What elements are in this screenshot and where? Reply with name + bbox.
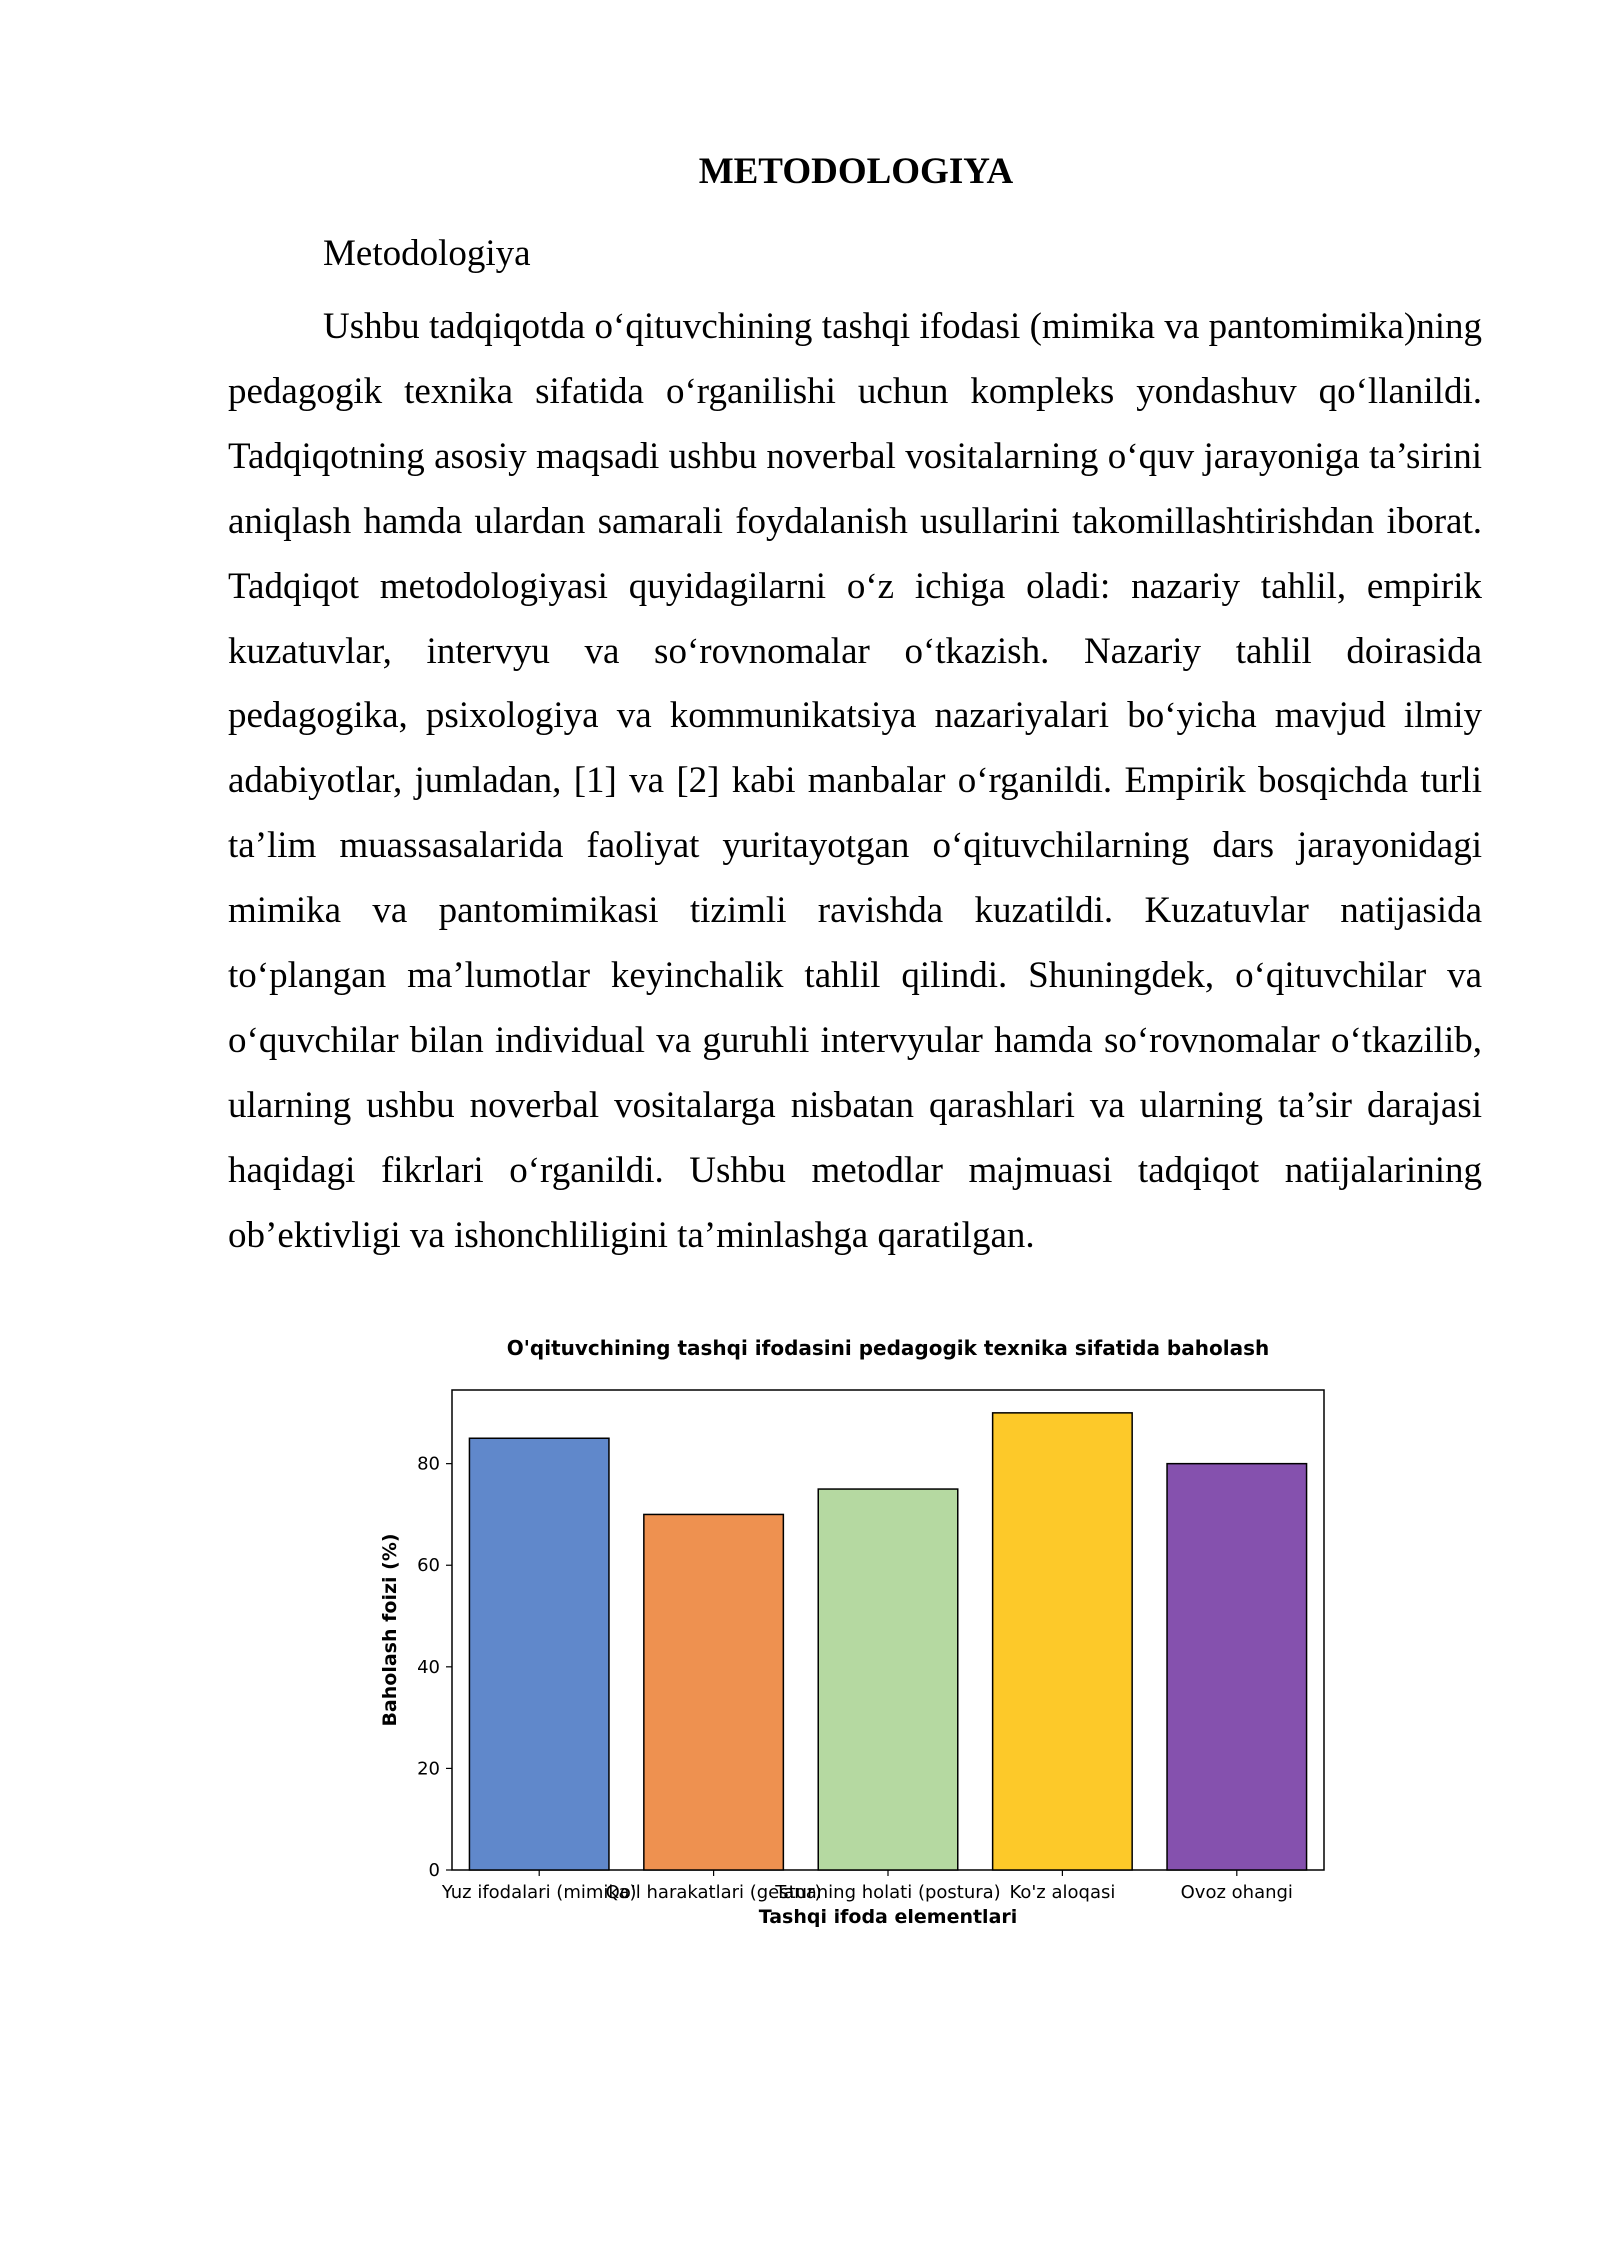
x-tick-label: Tananing holati (postura) [775, 1882, 1001, 1903]
bars-group [469, 1413, 1306, 1870]
x-tick-label: Ovoz ohangi [1180, 1882, 1293, 1903]
bar-chart [360, 1330, 1340, 1950]
y-tick-label: 40 [417, 1656, 440, 1678]
x-axis-label: Tashqi ifoda elementlari [758, 1906, 1018, 1928]
bar-5 [1167, 1464, 1307, 1870]
y-tick-label: 0 [428, 1860, 440, 1881]
x-axis-ticks [441, 1870, 1293, 1903]
methodology-paragraph: Ushbu tadqiqotda o‘qituvchining tashqi ifodasi (mimika va pantomimika)ning pedagogik texnika sifatida o‘rganilishi uchun kompleks yondashuv qo‘llanildi. Tadqiqotning asosiy maqsadi ushbu noverbal vositalarning o‘quv jarayoniga ta’sirini aniqlash hamda ulardan samarali foydalanish usullarini takomillashtirishdan iborat. Tadqiqot metodologiyasi quyidagilarni o‘z ichiga oladi: nazariy tahlil, empirik kuzatuvlar, intervyu va so‘rovnomalar o‘tkazish. Nazariy tahlil doirasida pedagogika, psixologiya va kommunikatsiya nazariyalari bo‘yicha mavjud ilmiy adabiyotlar, jumladan, [1] va [2] kabi manbalar o‘rganildi. Empirik bosqichda turli ta’lim muassasalarida faoliyat yuritayotgan o‘qituvchilarning dars jarayonidagi mimika va pantomimikasi tizimli ravishda kuzatildi. Kuzatuvlar natijasida to‘plangan ma’lumotlar keyinchalik tahlil qilindi. Shuningdek, o‘qituvchilar va o‘quvchilar bilan individual va guruhli intervyular hamda so‘rovnomalar o‘tkazilib, ularning ushbu noverbal vositalarga nisbatan qarashlari va ularning ta’sir darajasi haqidagi fikrlari o‘rganildi. Ushbu metodlar majmuasi tadqiqot natijalarining ob’ektivligi va ishonchliligini ta’minlashga qaratilgan. [228, 306, 1482, 1256]
x-tick-label: Ko'z aloqasi [1009, 1882, 1116, 1903]
bar-2 [644, 1514, 784, 1870]
chart-title: O'qituvchining tashqi ifodasini pedagogik texnika sifatida baholash [506, 1336, 1270, 1360]
bar-1 [469, 1438, 609, 1870]
y-tick-label: 20 [417, 1758, 440, 1780]
x-tick-label: Qo'l harakatlari (gestur) [605, 1882, 822, 1903]
section-subheading: Metodologiya [323, 233, 531, 274]
bar-4 [993, 1413, 1133, 1870]
y-tick-label: 80 [417, 1453, 440, 1475]
x-tick-label: Yuz ifodalari (mimika) [441, 1882, 637, 1903]
section-heading: METODOLOGIYA [698, 151, 1014, 192]
y-tick-label: 60 [417, 1555, 440, 1577]
bar-3 [818, 1489, 958, 1870]
bar-chart-svg [360, 1330, 1340, 1950]
y-axis-ticks [417, 1454, 452, 1881]
y-axis-label: Baholash foizi (%) [379, 1533, 401, 1727]
